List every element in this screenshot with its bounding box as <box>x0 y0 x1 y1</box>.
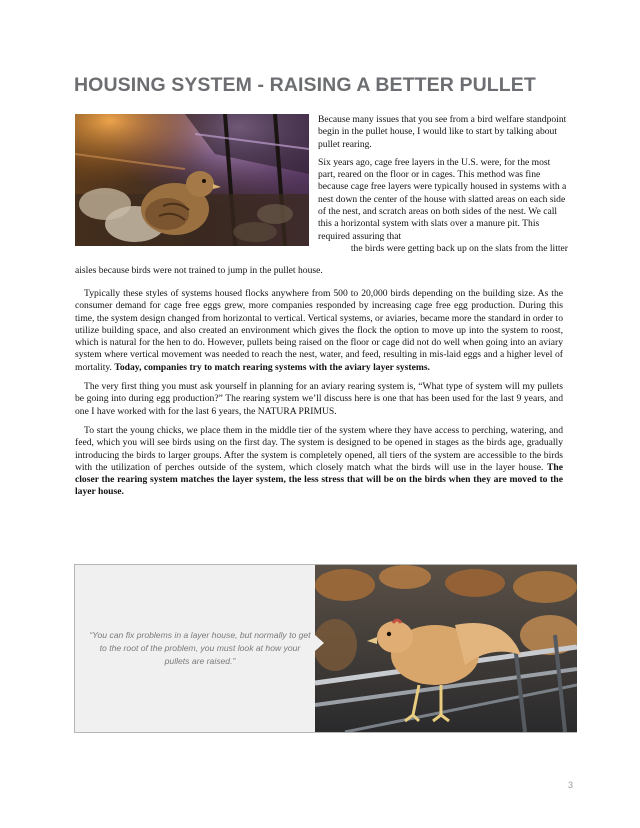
intro-wrap-line: aisles because birds were not trained to jump in the pullet house. <box>75 265 323 276</box>
intro-column <box>318 114 568 255</box>
quote-pointer <box>315 635 324 651</box>
main-text <box>75 288 563 506</box>
paragraph-planning-text: The very first thing you must ask yourself in planning for an aviary rearing system is, “What type of system will my pullets be going into during egg production?” The rearing system we’ll discuss here is one that has been used for the last 9 years, and one I have worked with for the last 6 years, the NATURA PRIMUS. <box>75 381 563 417</box>
paragraph-systems <box>75 288 563 374</box>
paragraph-planning <box>75 381 563 418</box>
paragraph-systems-emphasis: Today, companies try to match rearing systems with the aviary layer systems. <box>114 361 430 373</box>
paragraph-young-chicks <box>75 425 563 499</box>
paragraph-systems-text: Typically these styles of systems housed flocks anywhere from 500 to 20,000 birds depending on the building size. As the consumer demand for cage free eggs grew, more companies responded by increasing cage free egg production. During this time, the system design changed from horizontal to vertical. Vertical systems, or aviaries, became more the standard in order to utilize building space, and also created an environment which gives the flock the option to move up into the system to roost, which is natural for the hen to do. However, pullets being raised on the floor or cage did not do well when going into an aviary system where vertical movement was needed to reach the nest, water, and feed, resulting in mis-laid eggs and a higher level of mortality. <box>75 288 563 373</box>
intro-paragraph-2-end: the birds were getting back up on the slats from the litter <box>350 242 568 254</box>
pull-quote: “You can fix problems in a layer house, but normally to get to the root of the problem, you must look at how your pullets are raised.” <box>89 630 311 666</box>
quote-feature-box <box>74 564 577 733</box>
pullet-house-photo <box>75 114 309 246</box>
intro-paragraph-1: Because many issues that you see from a bird welfare standpoint begin in the pullet house, I would like to start by talking about pullet rearing. <box>318 114 567 150</box>
paragraph-young-chicks-emphasis: The closer the rearing system matches the layer system, the less stress that will be on the birds when they are moved to the layer house. <box>75 461 563 498</box>
intro-paragraph-2: Six years ago, cage free layers in the U.S. were, for the most part, reared on the floor or in cages. This method was fine because cage free layers were typically housed in systems with a nest down the center of the house with slatted areas on each side of the nest, and scratch areas on both sides of the nest. We call this a horizontal system with slats over a manure pit. This required assuring that <box>318 156 567 242</box>
aviary-pullet-photo <box>315 565 577 732</box>
paragraph-young-chicks-text: To start the young chicks, we place them in the middle tier of the system where they have access to perching, watering, and feed, which you will see birds using on the first day. The system is designed to be opened in stages as the birds age, gradually introducing the birds to larger groups. After the system is completely opened, all tiers of the system are accessible to the birds with the utilization of perches outside of the system, which closely match what the birds will use in the layer house. <box>75 424 563 473</box>
quote-panel <box>75 565 315 732</box>
page-title: HOUSING SYSTEM - RAISING A BETTER PULLET <box>74 74 536 96</box>
page-number: 3 <box>567 780 573 790</box>
